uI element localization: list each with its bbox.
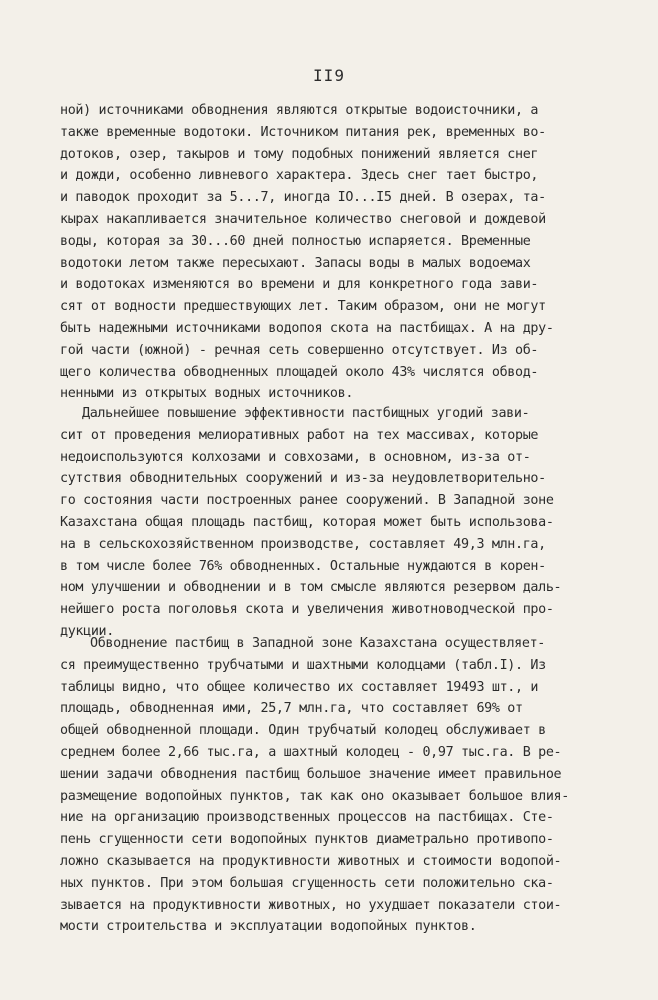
page-number: II9 <box>313 66 345 85</box>
text-line: Дальнейшее повышение эффективности пастбищных угодий зави- <box>82 406 530 421</box>
text-line: таблицы видно, что общее количество их составляет 19493 шт., и <box>60 679 539 695</box>
text-line: Казахстана общая площадь пастбищ, которая может быть использова- <box>60 514 554 530</box>
text-line: и водотоках изменяются во времени и для конкретного года зави- <box>60 277 539 293</box>
text-line: площадь, обводненная ими, 25,7 млн.га, что составляет 69% от <box>60 701 523 717</box>
text-line: быть надежными источниками водопоя скота на пастбищах. А на дру- <box>60 320 554 336</box>
text-line: среднем более 2,66 тыс.га, а шахтный колодец - 0,97 тыс.га. В ре- <box>60 744 562 760</box>
text-line: ном улучшении и обводнении и в том смысле являются резервом даль- <box>60 580 562 596</box>
text-line: щего количества обводненных площадей около 43% числятся обвод- <box>60 364 539 380</box>
text-line: дукции. <box>60 623 114 639</box>
text-line: зывается на продуктивности животных, но ухудшает показатели стои- <box>60 897 562 913</box>
text-line: ненными из открытых водных источников. <box>60 386 354 402</box>
text-line: водотоки летом также пересыхают. Запасы воды в малых водоемах <box>60 255 531 271</box>
text-line: пень сгущенности сети водопойных пунктов диаметрально противопо- <box>60 832 554 848</box>
text-line: кырах накапливается значительное количество снеговой и дождевой <box>60 211 546 227</box>
text-line: сит от проведения мелиоративных работ на тех массивах, которые <box>60 427 539 443</box>
text-line: ние на организацию производственных процессов на пастбищах. Сте- <box>60 810 554 826</box>
text-line: и паводок проходит за 5...7, иногда IO...I5 дней. В озерах, та- <box>60 190 546 206</box>
text-line: гой части (южной) - речная сеть совершенно отсутствует. Из об- <box>60 342 539 358</box>
text-line: на в сельскохозяйственном производстве, составляет 49,3 млн.га, <box>60 536 546 552</box>
text-line: в том числе более 76% обводненных. Остальные нуждаются в корен- <box>60 558 546 574</box>
text-line: и дожди, особенно ливневого характера. Здесь снег тает быстро, <box>60 168 539 184</box>
text-line: также временные водотоки. Источником питания рек, временных во- <box>60 124 546 140</box>
text-line: воды, которая за 30...60 дней полностью испаряется. Временные <box>60 233 531 249</box>
text-line: сутствия обводнительных сооружений и из-за неудовлетворительно- <box>60 471 546 487</box>
text-line: мости строительства и эксплуатации водопойных пунктов. <box>60 919 477 935</box>
text-line: ложно сказывается на продуктивности животных и стоимости водопой- <box>60 853 562 869</box>
text-line: сят от водности предшествующих лет. Таким образом, они не могут <box>60 299 546 315</box>
text-line: дотоков, озер, такыров и тому подобных понижений является снег <box>60 146 539 162</box>
text-line: размещение водопойных пунктов, так как оно оказывает большое влия- <box>60 788 569 804</box>
text-line: ной) источниками обводнения являются открытые водоисточники, а <box>60 103 539 118</box>
paragraph-3 <box>60 633 620 938</box>
text-line: шении задачи обводнения пастбищ большое значение имеет правильное <box>60 766 562 782</box>
text-line: общей обводненной площади. Один трубчатый колодец обслуживает в <box>60 723 546 739</box>
text-line: недоиспользуются колхозами и совхозами, в основном, из-за от- <box>60 449 531 465</box>
text-line: го состояния части построенных ранее сооружений. В Западной зоне <box>60 493 554 509</box>
text-line: нейшего роста поголовья скота и увеличения животноводческой про- <box>60 602 554 618</box>
text-line: ся преимущественно трубчатыми и шахтными колодцами (табл.I). Из <box>60 657 546 673</box>
paragraph-2 <box>60 403 620 643</box>
text-line: Обводнение пастбищ в Западной зоне Казахстана осуществляет- <box>90 636 545 651</box>
text-line: ных пунктов. При этом большая сгущенность сети положительно ска- <box>60 875 554 891</box>
paragraph-1 <box>60 100 620 405</box>
